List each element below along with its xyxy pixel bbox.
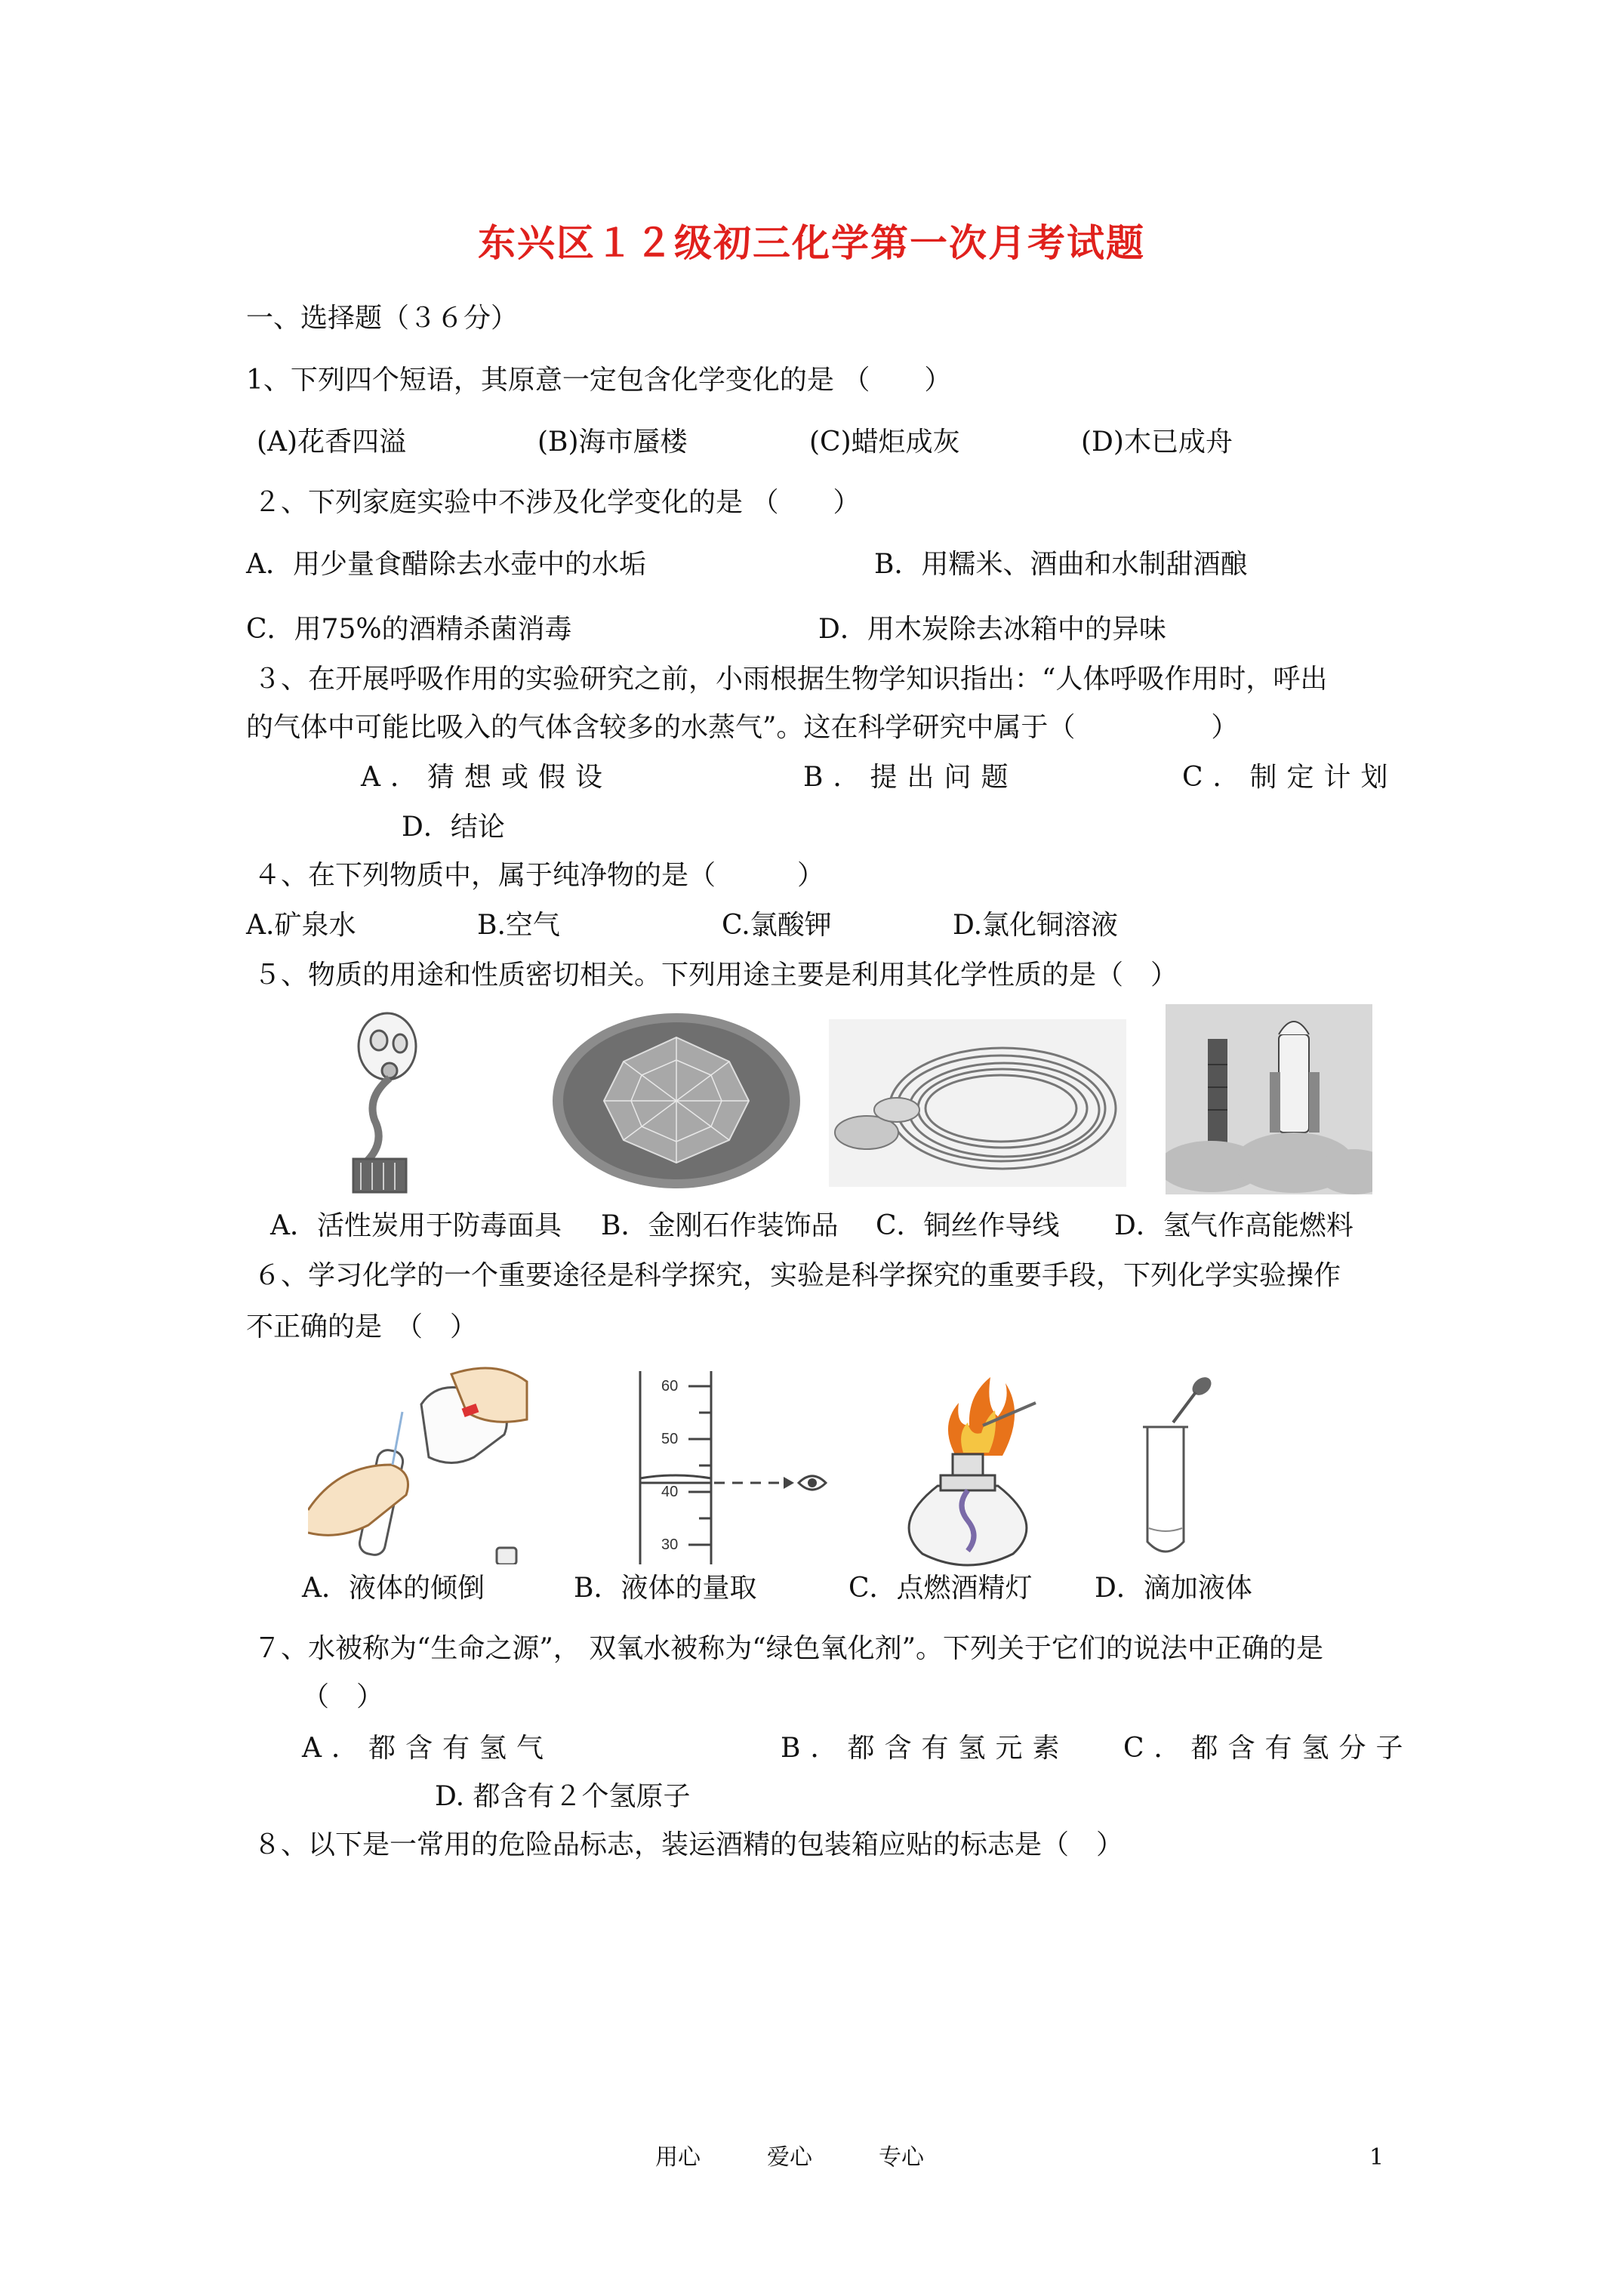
liquid-pouring-image <box>308 1359 531 1564</box>
q1-option-c: (C)蜡炬成灰 <box>809 427 960 458</box>
footer-motto-2: 爱心 <box>767 2144 812 2171</box>
graduated-cylinder-image <box>624 1365 835 1569</box>
q7-option-d: D. 都含有２个氢原子 <box>435 1781 691 1812</box>
page-number: 1 <box>1369 2144 1384 2171</box>
q6-option-c: C．点燃酒精灯 <box>848 1573 1033 1604</box>
q6-option-d: D．滴加液体 <box>1095 1573 1252 1604</box>
cylinder-tick-60: 60 <box>661 1378 679 1395</box>
cylinder-tick-30: 30 <box>661 1536 679 1553</box>
diamond-image <box>551 1012 802 1190</box>
cylinder-tick-50: 50 <box>661 1431 679 1447</box>
q3-stem-line2: 的气体中可能比吸入的气体含较多的水蒸气”。这在科学研究中属于（ ） <box>246 712 1239 743</box>
q4-option-c: C.氯酸钾 <box>722 910 832 941</box>
q7-stem-line1: ７、水被称为“生命之源”， 双氧水被称为“绿色氧化剂”。下列关于它们的说法中正确的是 <box>254 1633 1324 1664</box>
q5-stem: ５、物质的用途和性质密切相关。下列用途主要是利用其化学性质的是（ ） <box>254 960 1178 991</box>
q6-stem-line2: 不正确的是 （ ） <box>246 1311 478 1342</box>
footer-motto-1: 用心 <box>655 2144 701 2171</box>
alcohol-lamp-image <box>892 1373 1040 1567</box>
q1-stem: 1、下列四个短语，其原意一定包含化学变化的是 （ ） <box>246 365 952 396</box>
q4-stem: ４、在下列物质中，属于纯净物的是（ ） <box>254 860 825 891</box>
copper-wire-image <box>829 1019 1126 1187</box>
rocket-launch-image <box>1166 1004 1372 1194</box>
q4-option-b: B.空气 <box>477 910 560 941</box>
q1-option-a: (A)花香四溢 <box>257 427 407 458</box>
q1-option-d: (D)木已成舟 <box>1081 427 1233 458</box>
q5-option-c: C．铜丝作导线 <box>876 1210 1060 1241</box>
q6-option-b: B．液体的量取 <box>574 1573 757 1604</box>
q5-option-a: A．活性炭用于防毒面具 <box>270 1210 562 1241</box>
section-heading: 一、选择题（３６分） <box>246 303 519 334</box>
dropper-test-tube-image <box>1132 1367 1223 1564</box>
q3-option-d: D．结论 <box>402 812 505 843</box>
q7-option-a: A．都含有氢气 <box>302 1733 553 1764</box>
q3-stem-line1: ３、在开展呼吸作用的实验研究之前，小雨根据生物学知识指出：“人体呼吸作用时，呼出 <box>254 664 1328 695</box>
q1-option-b: (B)海市蜃楼 <box>537 427 688 458</box>
q6-option-a: A．液体的倾倒 <box>302 1573 485 1604</box>
q2-option-b: B．用糯米、酒曲和水制甜酒酿 <box>874 549 1248 580</box>
q7-option-b: B．都含有氢元素 <box>781 1733 1070 1764</box>
footer-motto-3: 专心 <box>879 2144 924 2171</box>
q2-option-c: C．用75%的酒精杀菌消毒 <box>246 614 572 645</box>
q2-option-a: A．用少量食醋除去水壶中的水垢 <box>246 549 646 580</box>
q2-stem: ２、下列家庭实验中不涉及化学变化的是 （ ） <box>254 487 861 518</box>
q3-option-a: A．猜想或假设 <box>361 762 612 793</box>
q2-option-d: D．用木炭除去冰箱中的异味 <box>818 614 1166 645</box>
q5-option-b: B．金刚石作装饰品 <box>601 1210 839 1241</box>
q3-option-c: C．制定计划 <box>1182 762 1398 793</box>
q7-stem-line2: （ ） <box>302 1681 384 1712</box>
q6-stem-line1: ６、学习化学的一个重要途径是科学探究，实验是科学探究的重要手段，下列化学实验操作 <box>254 1260 1341 1291</box>
q4-option-d: D.氯化铜溶液 <box>953 910 1119 941</box>
gas-mask-image <box>346 1004 451 1194</box>
cylinder-tick-40: 40 <box>661 1484 679 1500</box>
q3-option-b: B．提出问题 <box>803 762 1018 793</box>
page-title: 东兴区１２级初三化学第一次月考试题 <box>478 220 1145 265</box>
q5-option-d: D．氢气作高能燃料 <box>1114 1210 1354 1241</box>
q4-option-a: A.矿泉水 <box>246 910 356 941</box>
q8-stem: ８、以下是一常用的危险品标志，装运酒精的包装箱应贴的标志是（ ） <box>254 1829 1124 1860</box>
q7-option-c: C．都含有氢分子 <box>1123 1733 1413 1764</box>
